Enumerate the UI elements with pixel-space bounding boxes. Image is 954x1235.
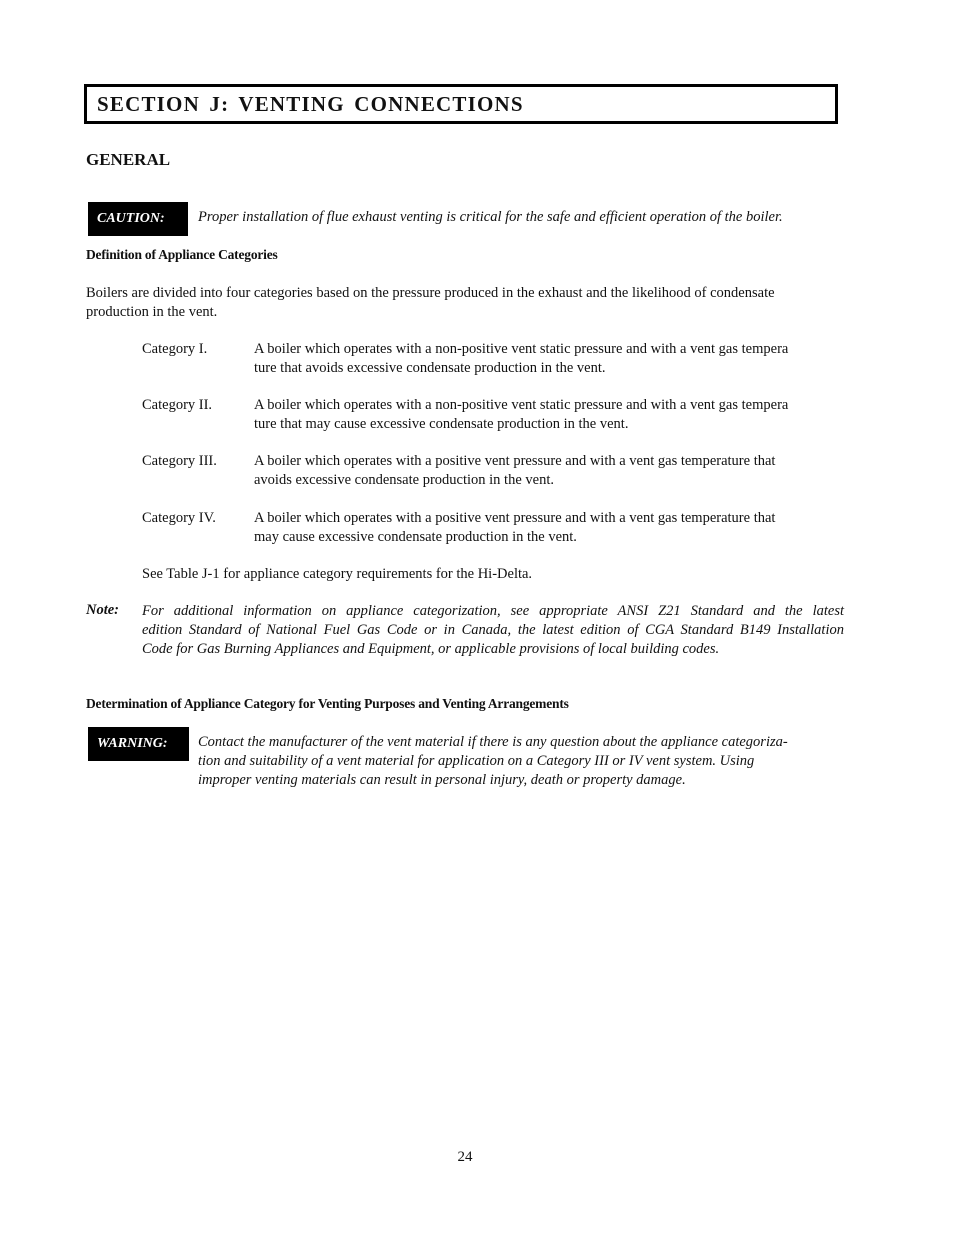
warning-text <box>198 733 843 790</box>
see-table-reference: See Table J-1 for appliance category requirements for the Hi-Delta. <box>142 566 533 582</box>
intro-line: production in the vent. <box>86 304 218 320</box>
note-line: edition Standard of National Fuel Gas Code or in Canada, the latest edition of CGA Standard B149 Installation <box>142 622 844 638</box>
category-line: may cause excessive condensate production in the vent. <box>254 529 577 545</box>
category-description <box>254 509 844 547</box>
category-line: A boiler which operates with a positive vent pressure and with a vent gas temperature that <box>254 453 776 469</box>
category-line: ture that avoids excessive condensate production in the vent. <box>254 360 606 376</box>
caution-text: Proper installation of flue exhaust venting is critical for the safe and efficient operation of the boiler. <box>198 209 783 225</box>
note-line: Code for Gas Burning Appliances and Equipment, or applicable provisions of local building codes. <box>142 641 720 657</box>
note-line: For additional information on appliance categorization, see appropriate ANSI Z21 Standard and the latest <box>142 603 844 619</box>
caution-label: CAUTION: <box>88 202 188 236</box>
note-text <box>142 602 844 659</box>
category-name: Category I. <box>142 341 208 357</box>
warning-line: improper venting materials can result in personal injury, death or property damage. <box>198 772 686 788</box>
category-description <box>254 340 844 378</box>
page-number: 24 <box>457 1149 473 1165</box>
category-line: avoids excessive condensate production in the vent. <box>254 472 554 488</box>
category-line: A boiler which operates with a positive vent pressure and with a vent gas temperature that <box>254 510 776 526</box>
category-description <box>254 452 844 490</box>
category-line: A boiler which operates with a non-positive vent static pressure and with a vent gas tempera <box>254 341 789 357</box>
category-line: ture that may cause excessive condensate production in the vent. <box>254 416 629 432</box>
definition-heading: Definition of Appliance Categories <box>86 247 278 262</box>
warning-label: WARNING: <box>88 727 189 761</box>
category-line: A boiler which operates with a non-positive vent static pressure and with a vent gas tempera <box>254 397 789 413</box>
category-description <box>254 396 844 434</box>
note-label: Note: <box>86 602 120 618</box>
determination-heading: Determination of Appliance Category for Venting Purposes and Venting Arrangements <box>86 696 569 711</box>
general-heading: GENERAL <box>86 150 171 169</box>
warning-line: Contact the manufacturer of the vent material if there is any question about the appliance categoriza- <box>198 734 788 750</box>
warning-line: tion and suitability of a vent material for application on a Category III or IV vent system. Using <box>198 753 755 769</box>
section-title-box <box>84 84 838 124</box>
intro-line: Boilers are divided into four categories based on the pressure produced in the exhaust and the likelihood of condensate <box>86 285 775 301</box>
category-name: Category IV. <box>142 510 216 526</box>
intro-paragraph <box>86 284 846 322</box>
category-name: Category II. <box>142 397 213 413</box>
section-title: SECTION J: VENTING CONNECTIONS <box>97 91 524 116</box>
category-name: Category III. <box>142 453 217 469</box>
